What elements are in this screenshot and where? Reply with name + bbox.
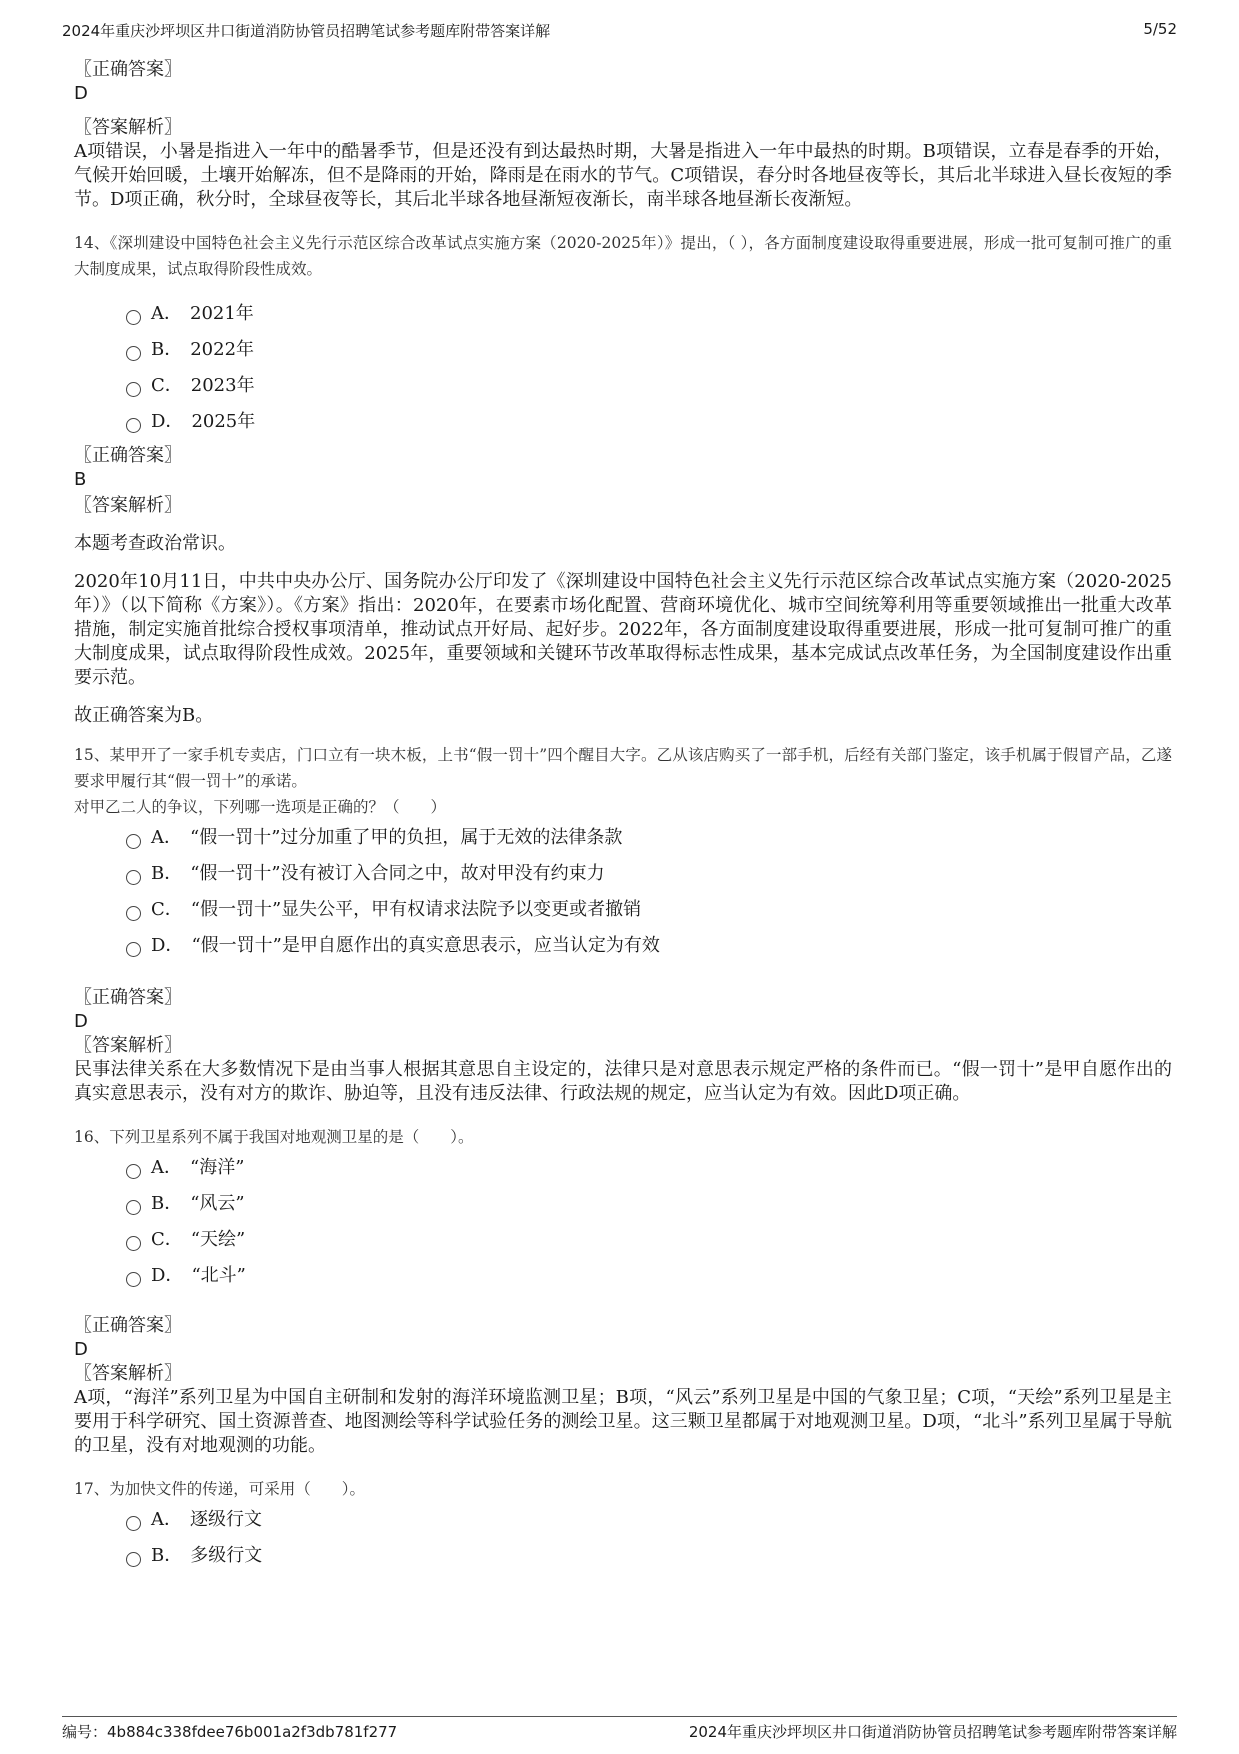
option-a[interactable] — [126, 1150, 1172, 1186]
option-list — [74, 820, 1172, 964]
correct-answer: D — [74, 1339, 88, 1360]
analysis-label: 〖答案解析〗 — [74, 117, 182, 138]
page-header — [62, 20, 1177, 44]
question-stem: 16、下列卫星系列不属于我国对地观测卫星的是（ ）。 — [74, 1128, 474, 1146]
radio-icon[interactable] — [126, 1164, 141, 1179]
analysis-text: 本题考查政治常识。 — [74, 533, 236, 554]
option-letter: A． — [151, 1509, 182, 1530]
page-footer — [62, 1716, 1177, 1745]
option-text: 2021年 — [190, 303, 254, 324]
document-code: 编号：4b884c338fdee76b001a2f3db781f277 — [62, 1723, 398, 1741]
option-text: “天绘” — [190, 1229, 246, 1250]
option-b[interactable] — [126, 1538, 1172, 1574]
radio-icon[interactable] — [126, 346, 141, 361]
correct-answer-label: 〖正确答案〗 — [74, 59, 182, 80]
radio-icon[interactable] — [126, 870, 141, 885]
option-letter: D． — [151, 1265, 184, 1286]
option-a[interactable] — [126, 820, 1172, 856]
radio-icon[interactable] — [126, 1236, 141, 1251]
option-text: 2025年 — [191, 411, 256, 432]
correct-answer-label: 〖正确答案〗 — [74, 987, 182, 1008]
correct-answer: B — [74, 469, 87, 490]
question-stem: 14、《深圳建设中国特色社会主义先行示范区综合改革试点实施方案（2020-2025年）》提出，（ ），各方面制度建设取得重要进展，形成一批可复制可推广的重大制度成果，试点取得阶段性成效。 — [74, 234, 1172, 278]
radio-icon[interactable] — [126, 1552, 141, 1567]
question-stem: 15、某甲开了一家手机专卖店，门口立有一块木板，上书“假一罚十”四个醒目大字。乙从该店购买了一部手机，后经有关部门鉴定，该手机属于假冒产品，乙遂要求甲履行其“假一罚十”的承诺。 — [74, 746, 1172, 790]
option-letter: B． — [151, 1545, 183, 1566]
option-b[interactable] — [126, 856, 1172, 892]
page-number: 5/52 — [1143, 20, 1177, 38]
correct-answer-label: 〖正确答案〗 — [74, 1315, 182, 1336]
option-text: “北斗” — [191, 1265, 246, 1286]
option-text: 2023年 — [190, 375, 255, 396]
option-letter: D． — [151, 411, 184, 432]
option-text: “假一罚十”没有被订入合同之中，故对甲没有约束力 — [190, 863, 605, 884]
radio-icon[interactable] — [126, 1516, 141, 1531]
option-text: “假一罚十”过分加重了甲的负担，属于无效的法律条款 — [190, 827, 623, 848]
analysis-text: 民事法律关系在大多数情况下是由当事人根据其意思自主设定的，法律只是对意思表示规定严格的条件而已。“假一罚十”是甲自愿作出的真实意思表示，没有对方的欺诈、胁迫等，且没有违反法律、行政法规的规定，应当认定为有效。因此D项正确。 — [74, 1059, 1172, 1104]
option-c[interactable] — [126, 892, 1172, 928]
option-text: “假一罚十”是甲自愿作出的真实意思表示，应当认定为有效 — [191, 935, 660, 956]
option-a[interactable] — [126, 1502, 1172, 1538]
radio-icon[interactable] — [126, 418, 141, 433]
option-text: “海洋” — [190, 1157, 245, 1178]
analysis-label: 〖答案解析〗 — [74, 1363, 182, 1384]
option-text: 多级行文 — [190, 1545, 263, 1566]
option-text: 逐级行文 — [190, 1509, 262, 1530]
radio-icon[interactable] — [126, 1272, 141, 1287]
option-letter: D． — [151, 935, 184, 956]
analysis-text: 2020年10月11日，中共中央办公厅、国务院办公厅印发了《深圳建设中国特色社会主义先行示范区综合改革试点实施方案（2020-2025年）》（以下简称《方案》）。《方案》指出：2020年，在要素市场化配置、营商环境优化、城市空间统筹利用等重要领域推出一批重大改革措施，制定实施首批综合授权事项清单，推动试点开好局、起好步。2022年，各方面制度建设取得重要进展，形成一批可复制可推广的重大制度成果，试点取得阶段性成效。2025年，重要领域和关键环节改革取得标志性成果，基本完成试点改革任务，为全国制度建设作出重要示范。 — [74, 571, 1172, 688]
option-letter: C． — [151, 899, 183, 920]
option-text: “风云” — [190, 1193, 245, 1214]
radio-icon[interactable] — [126, 1200, 141, 1215]
correct-answer: D — [74, 1011, 88, 1032]
option-b[interactable] — [126, 1186, 1172, 1222]
question-stem: 17、为加快文件的传递，可采用（ ）。 — [74, 1480, 365, 1498]
option-letter: B． — [151, 863, 183, 884]
analysis-label: 〖答案解析〗 — [74, 495, 182, 516]
option-list — [74, 296, 1172, 440]
analysis-text: A项，“海洋”系列卫星为中国自主研制和发射的海洋环境监测卫星；B项，“风云”系列卫星是中国的气象卫星；C项，“天绘”系列卫星是主要用于科学研究、国土资源普查、地图测绘等科学试验任务的测绘卫星。这三颗卫星都属于对地观测卫星。D项，“北斗”系列卫星属于导航的卫星，没有对地观测的功能。 — [74, 1387, 1172, 1456]
analysis-text: 故正确答案为B。 — [74, 705, 214, 726]
radio-icon[interactable] — [126, 942, 141, 957]
option-b[interactable] — [126, 332, 1172, 368]
analysis-text: A项错误，小暑是指进入一年中的酷暑季节，但是还没有到达最热时期，大暑是指进入一年中最热的时期。B项错误，立春是春季的开始，气候开始回暖，土壤开始解冻，但不是降雨的开始，降雨是在雨水的节气。C项错误，春分时各地昼夜等长，其后北半球进入昼长夜短的季节。D项正确，秋分时，全球昼夜等长，其后北半球各地昼渐短夜渐长，南半球各地昼渐长夜渐短。 — [74, 141, 1172, 210]
option-letter: B． — [151, 1193, 183, 1214]
radio-icon[interactable] — [126, 834, 141, 849]
correct-answer-label: 〖正确答案〗 — [74, 445, 182, 466]
radio-icon[interactable] — [126, 382, 141, 397]
option-letter: A． — [151, 1157, 182, 1178]
page-content — [74, 58, 1172, 1574]
option-letter: C． — [151, 1229, 183, 1250]
option-letter: C． — [151, 375, 183, 396]
header-title: 2024年重庆沙坪坝区井口街道消防协管员招聘笔试参考题库附带答案详解 — [62, 22, 551, 40]
option-d[interactable] — [126, 928, 1172, 964]
option-letter: B． — [151, 339, 183, 360]
option-d[interactable] — [126, 1258, 1172, 1294]
option-letter: A． — [151, 303, 182, 324]
analysis-label: 〖答案解析〗 — [74, 1035, 182, 1056]
option-text: “假一罚十”显失公平，甲有权请求法院予以变更或者撤销 — [190, 899, 642, 920]
option-letter: A． — [151, 827, 182, 848]
correct-answer: D — [74, 83, 88, 104]
option-list — [74, 1502, 1172, 1574]
footer-title: 2024年重庆沙坪坝区井口街道消防协管员招聘笔试参考题库附带答案详解 — [688, 1723, 1177, 1741]
question-stem: 对甲乙二人的争议，下列哪一选项是正确的？（ ） — [74, 798, 447, 816]
option-c[interactable] — [126, 368, 1172, 404]
radio-icon[interactable] — [126, 906, 141, 921]
option-d[interactable] — [126, 404, 1172, 440]
option-list — [74, 1150, 1172, 1294]
radio-icon[interactable] — [126, 310, 141, 325]
option-text: 2022年 — [190, 339, 255, 360]
option-a[interactable] — [126, 296, 1172, 332]
option-c[interactable] — [126, 1222, 1172, 1258]
